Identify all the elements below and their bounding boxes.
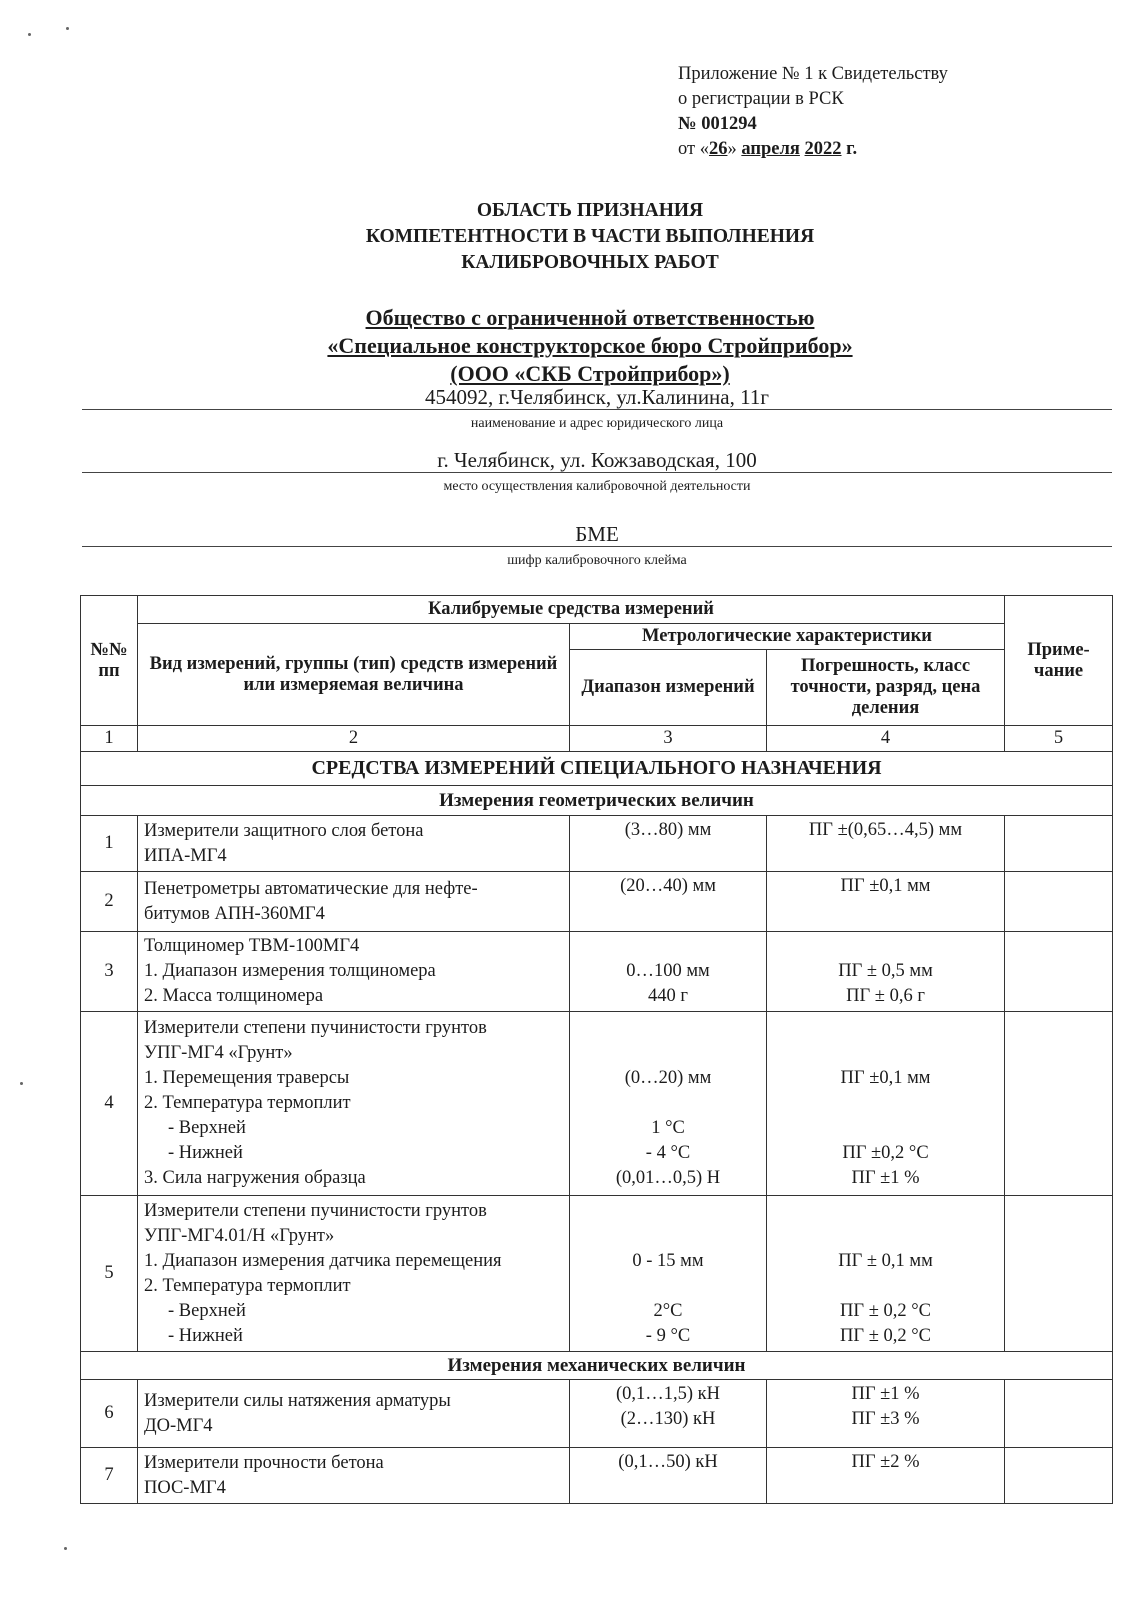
- row-number: 6: [81, 1380, 138, 1448]
- col-number: 3: [570, 726, 767, 752]
- col-number: 4: [767, 726, 1005, 752]
- row-number: 1: [81, 816, 138, 872]
- calibration-table: [80, 595, 1113, 1504]
- legal-address-field: [82, 385, 1112, 434]
- place-caption: место осуществления калибровочной деятельности: [443, 479, 751, 494]
- table-row: [81, 816, 1113, 872]
- table-row: [81, 932, 1113, 1012]
- row-name: Измерители силы натяжения арматуры ДО-МГ4: [138, 1380, 570, 1448]
- row-note: [1005, 932, 1113, 1012]
- row-name: Измерители степени пучинистости грунтов УПГ-МГ4 «Грунт» 1. Перемещения траверсы 2. Температура термоплит - Верхней - Нижней 3. Сила нагружения образца: [138, 1012, 570, 1196]
- row-name: Измерители степени пучинистости грунтов УПГ-МГ4.01/Н «Грунт» 1. Диапазон измерения датчика перемещения 2. Температура термоплит - Верхней - Нижней: [138, 1196, 570, 1352]
- row-range: (0,1…50) кН: [570, 1448, 767, 1504]
- legal-address-caption: наименование и адрес юридического лица: [470, 416, 724, 431]
- row-error: ПГ ±1 % ПГ ±3 %: [767, 1380, 1005, 1448]
- row-name: Измерители защитного слоя бетона ИПА-МГ4: [138, 816, 570, 872]
- annex-block: [678, 62, 948, 162]
- table-row: [81, 1380, 1113, 1448]
- header-note: Приме-чание: [1005, 596, 1113, 726]
- organization-name: Общество с ограниченной ответственностью «Специальное конструкторское бюро Стройприбор» (ООО «СКБ Стройприбор»): [327, 305, 853, 386]
- annex-date: от «26» апреля 2022 г.: [678, 139, 858, 159]
- section-title: СРЕДСТВА ИЗМЕРЕНИЙ СПЕЦИАЛЬНОГО НАЗНАЧЕНИЯ: [81, 752, 1113, 786]
- scan-speck: [66, 27, 69, 30]
- header-metro: Метрологические характеристики: [570, 624, 1005, 650]
- row-number: 2: [81, 872, 138, 932]
- row-note: [1005, 1448, 1113, 1504]
- cipher-field: [82, 522, 1112, 571]
- row-error: ПГ ±2 %: [767, 1448, 1005, 1504]
- header-group: Калибруемые средства измерений: [138, 596, 1005, 624]
- row-number: 7: [81, 1448, 138, 1504]
- place-value: г. Челябинск, ул. Кожзаводская, 100: [82, 448, 1112, 473]
- row-note: [1005, 1012, 1113, 1196]
- subsection-geometric: Измерения геометрических величин: [81, 786, 1113, 816]
- cipher-caption: шифр калибровочного клейма: [507, 553, 687, 568]
- row-range: (0,1…1,5) кН (2…130) кН: [570, 1380, 767, 1448]
- row-number: 5: [81, 1196, 138, 1352]
- certificate-number: № 001294: [678, 114, 757, 134]
- document-title: ОБЛАСТЬ ПРИЗНАНИЯ КОМПЕТЕНТНОСТИ В ЧАСТИ ВЫПОЛНЕНИЯ КАЛИБРОВОЧНЫХ РАБОТ: [365, 200, 815, 273]
- cipher-value: БМЕ: [82, 522, 1112, 547]
- subsection-mechanical: Измерения механических величин: [81, 1352, 1113, 1380]
- annex-line-2: о регистрации в РСК: [678, 89, 844, 109]
- row-error: ПГ ± 0,5 мм ПГ ± 0,6 г: [767, 932, 1005, 1012]
- col-number: 5: [1005, 726, 1113, 752]
- scan-speck: [28, 33, 31, 36]
- scan-speck: [20, 1082, 23, 1085]
- row-error: ПГ ±0,1 мм: [767, 872, 1005, 932]
- row-error: ПГ ± 0,1 мм ПГ ± 0,2 °С ПГ ± 0,2 °С: [767, 1196, 1005, 1352]
- place-field: [82, 448, 1112, 497]
- row-note: [1005, 1196, 1113, 1352]
- row-note: [1005, 1380, 1113, 1448]
- row-name: Измерители прочности бетона ПОС-МГ4: [138, 1448, 570, 1504]
- row-range: (20…40) мм: [570, 872, 767, 932]
- row-range: 0 - 15 мм 2°С - 9 °С: [570, 1196, 767, 1352]
- row-name: Пенетрометры автоматические для нефте- битумов АПН-360МГ4: [138, 872, 570, 932]
- col-number: 2: [138, 726, 570, 752]
- table-row: [81, 1196, 1113, 1352]
- header-error: Погрешность, класс точности, разряд, цена деления: [767, 650, 1005, 726]
- scan-speck: [64, 1547, 67, 1550]
- header-kind: Вид измерений, группы (тип) средств измерений или измеряемая величина: [138, 624, 570, 726]
- table-row: [81, 872, 1113, 932]
- header-range: Диапазон измерений: [570, 650, 767, 726]
- annex-line-1: Приложение № 1 к Свидетельству: [678, 64, 948, 84]
- table-row: [81, 1448, 1113, 1504]
- row-range: (0…20) мм 1 °С - 4 °С (0,01…0,5) Н: [570, 1012, 767, 1196]
- row-range: 0…100 мм 440 г: [570, 932, 767, 1012]
- table-row: [81, 1012, 1113, 1196]
- row-error: ПГ ±(0,65…4,5) мм: [767, 816, 1005, 872]
- row-range: (3…80) мм: [570, 816, 767, 872]
- legal-address-value: 454092, г.Челябинск, ул.Калинина, 11г: [82, 385, 1112, 410]
- row-number: 3: [81, 932, 138, 1012]
- row-number: 4: [81, 1012, 138, 1196]
- header-num: №№ пп: [81, 596, 138, 726]
- row-error: ПГ ±0,1 мм ПГ ±0,2 °С ПГ ±1 %: [767, 1012, 1005, 1196]
- col-number: 1: [81, 726, 138, 752]
- row-name: Толщиномер ТВМ-100МГ4 1. Диапазон измерения толщиномера 2. Масса толщиномера: [138, 932, 570, 1012]
- row-note: [1005, 872, 1113, 932]
- row-note: [1005, 816, 1113, 872]
